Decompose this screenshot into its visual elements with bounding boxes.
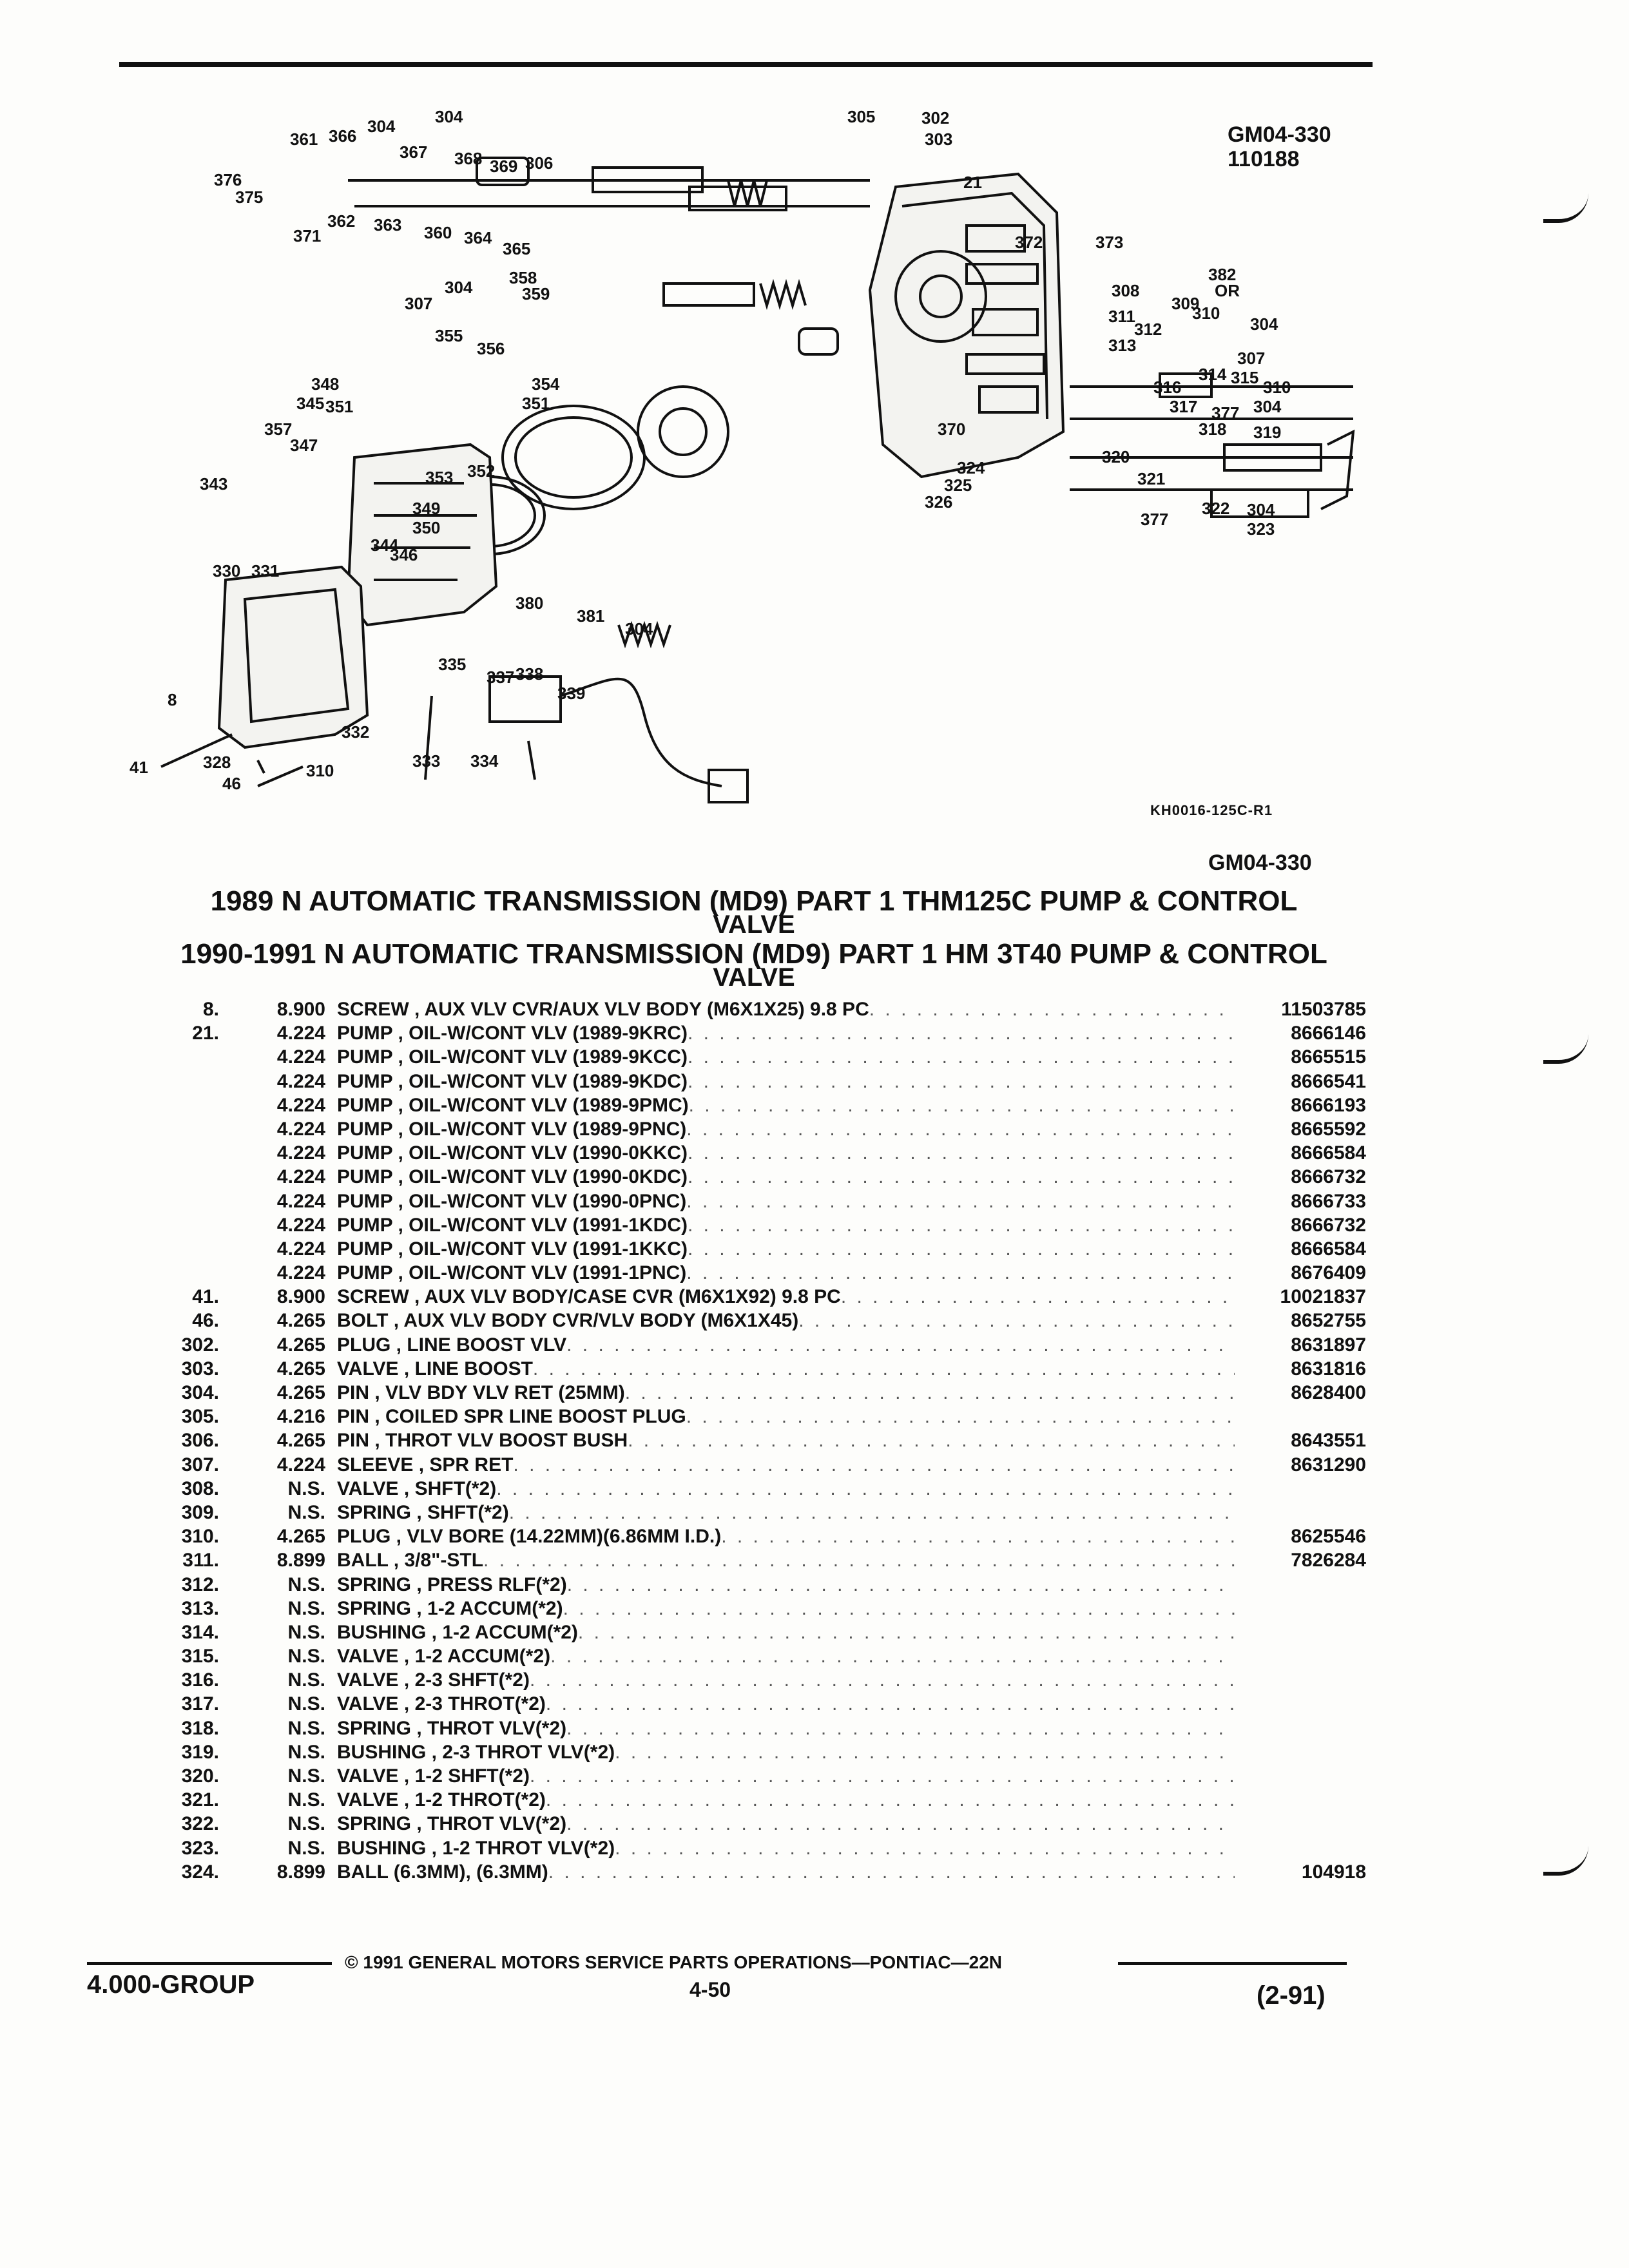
svg-text:330: 330 [213, 561, 241, 581]
svg-text:304: 304 [367, 117, 396, 136]
ref-number: 309. [181, 1501, 219, 1523]
ref-number: 303. [181, 1358, 219, 1379]
group-number: 4.224 [276, 1262, 325, 1284]
svg-text:303: 303 [925, 130, 953, 149]
part-number: 8665515 [1291, 1046, 1366, 1068]
ref-number: 315. [181, 1646, 219, 1667]
svg-text:371: 371 [293, 226, 322, 245]
parts-row [129, 1501, 1366, 1524]
title-1990-main: 1990-1991 N AUTOMATIC TRANSMISSION (MD9) PART 1 HM 3T40 PUMP & CONTROL [180, 938, 1327, 970]
parts-list [129, 997, 1366, 1884]
part-number [1244, 1477, 1366, 1501]
parts-row [129, 1381, 1366, 1405]
svg-text:364: 364 [464, 228, 492, 247]
part-description: PUMP , OIL-W/CONT VLV (1991-1KKC) . . . [337, 1237, 1244, 1261]
parts-row [129, 1070, 1366, 1093]
svg-text:344: 344 [371, 535, 399, 555]
part-number: 8666584 [1291, 1238, 1366, 1260]
part-description: PUMP , OIL-W/CONT VLV (1990-0PNC) . . . [337, 1189, 1244, 1213]
svg-text:347: 347 [290, 436, 318, 455]
part-description: SPRING , SHFT(*2) . . . [337, 1501, 1244, 1524]
part-description: VALVE , 2-3 THROT(*2) . . . [337, 1692, 1244, 1716]
svg-text:350: 350 [412, 518, 441, 537]
group-number: N.S. [287, 1741, 325, 1763]
group-number: 4.224 [276, 1046, 325, 1068]
part-number: 8643551 [1291, 1430, 1366, 1452]
group-number: 8.900 [276, 1286, 325, 1308]
ref-number: 41. [192, 1286, 219, 1308]
svg-text:376: 376 [214, 170, 242, 189]
ref-number: 8. [202, 999, 219, 1020]
svg-text:337: 337 [487, 668, 515, 687]
svg-text:320: 320 [1102, 447, 1130, 466]
ref-number: 322. [181, 1813, 219, 1835]
parts-row [129, 1189, 1366, 1213]
part-number [1244, 1692, 1366, 1716]
parts-row [129, 1548, 1366, 1572]
group-number: 4.224 [276, 1023, 325, 1044]
ref-number: 302. [181, 1334, 219, 1356]
parts-row [129, 1021, 1366, 1045]
part-description: SPRING , THROT VLV(*2) . . . [337, 1812, 1244, 1836]
parts-row [129, 1524, 1366, 1548]
page-code: GM04-330 [1208, 850, 1312, 875]
ref-number: 21. [192, 1023, 219, 1044]
svg-text:319: 319 [1253, 423, 1282, 442]
svg-text:345: 345 [296, 394, 325, 413]
group-number: N.S. [287, 1789, 325, 1811]
revision: (2-91) [1257, 1981, 1325, 2010]
group-number: N.S. [287, 1765, 325, 1787]
ref-number [129, 1165, 219, 1189]
group-number: N.S. [287, 1837, 325, 1859]
svg-text:313: 313 [1108, 336, 1137, 355]
group-number: 4.265 [276, 1526, 325, 1548]
svg-text:381: 381 [577, 606, 605, 626]
ref-number: 324. [181, 1861, 219, 1883]
svg-text:377: 377 [1141, 510, 1169, 529]
page-number: 4-50 [689, 1978, 731, 2001]
parts-row [129, 1836, 1366, 1860]
svg-text:338: 338 [516, 664, 544, 684]
part-description: BUSHING , 1-2 THROT VLV(*2) . . . [337, 1836, 1244, 1860]
svg-text:41: 41 [130, 758, 148, 777]
footer-rule-left [87, 1962, 332, 1965]
part-number [1244, 1716, 1366, 1740]
group-number: 8.899 [276, 1550, 325, 1571]
group-number: 4.224 [276, 1142, 325, 1164]
part-number: 104918 [1301, 1861, 1366, 1883]
svg-text:372: 372 [1015, 233, 1043, 252]
svg-text:365: 365 [503, 239, 531, 258]
svg-text:310: 310 [1263, 378, 1291, 397]
svg-text:46: 46 [222, 774, 241, 793]
group-number: 4.224 [276, 1166, 325, 1188]
parts-row [129, 1309, 1366, 1332]
part-description: PUMP , OIL-W/CONT VLV (1989-9KDC) . . . [337, 1070, 1244, 1093]
ref-number: 307. [181, 1454, 219, 1475]
part-description: BUSHING , 1-2 ACCUM(*2) . . . [337, 1620, 1244, 1644]
ref-number: 313. [181, 1597, 219, 1619]
parts-row [129, 1764, 1366, 1788]
part-description: SPRING , PRESS RLF(*2) . . . [337, 1573, 1244, 1597]
part-number: 8666733 [1291, 1190, 1366, 1212]
group-number: 4.216 [276, 1406, 325, 1428]
svg-text:370: 370 [938, 419, 966, 439]
group-number: 4.265 [276, 1334, 325, 1356]
part-number: 8666732 [1291, 1166, 1366, 1188]
svg-text:OR: OR [1215, 281, 1240, 300]
group-number: N.S. [287, 1573, 325, 1595]
svg-text:318: 318 [1199, 419, 1227, 439]
group-number: N.S. [287, 1477, 325, 1499]
group-number: 4.224 [276, 1214, 325, 1236]
svg-text:328: 328 [203, 753, 231, 772]
part-number: 8652755 [1291, 1310, 1366, 1332]
part-number: 8625546 [1291, 1526, 1366, 1548]
svg-text:355: 355 [435, 326, 463, 345]
parts-row [129, 1093, 1366, 1117]
part-description: PUMP , OIL-W/CONT VLV (1990-0KKC) . . . [337, 1141, 1244, 1165]
top-rule [119, 62, 1373, 67]
svg-text:316: 316 [1153, 378, 1182, 397]
parts-row [129, 1141, 1366, 1165]
parts-row [129, 1428, 1366, 1452]
group-number: N.S. [287, 1669, 325, 1691]
svg-text:310: 310 [1192, 303, 1220, 323]
part-description: PUMP , OIL-W/CONT VLV (1989-9PMC) . . . [337, 1093, 1244, 1117]
svg-text:361: 361 [290, 130, 318, 149]
part-description: SPRING , 1-2 ACCUM(*2) . . . [337, 1597, 1244, 1620]
ref-number [129, 1093, 219, 1117]
parts-row [129, 1573, 1366, 1597]
ref-number: 304. [181, 1382, 219, 1403]
svg-text:332: 332 [342, 722, 370, 742]
parts-row [129, 1812, 1366, 1836]
parts-row [129, 1045, 1366, 1069]
group-number: N.S. [287, 1621, 325, 1643]
svg-text:314: 314 [1199, 365, 1227, 384]
svg-text:304: 304 [1247, 500, 1275, 519]
group-number: 4.265 [276, 1358, 325, 1379]
svg-text:21: 21 [963, 173, 982, 192]
part-description: VALVE , 2-3 SHFT(*2) . . . [337, 1668, 1244, 1692]
title-1989-main: 1989 N AUTOMATIC TRANSMISSION (MD9) PART 1 THM125C PUMP & CONTROL [210, 885, 1298, 917]
ref-number: 320. [181, 1765, 219, 1787]
svg-text:353: 353 [425, 468, 454, 487]
svg-text:311: 311 [1108, 307, 1135, 326]
parts-row [129, 1285, 1366, 1309]
parts-row [129, 1716, 1366, 1740]
footer-rule-right [1118, 1962, 1347, 1965]
svg-text:323: 323 [1247, 519, 1275, 539]
part-number [1244, 1620, 1366, 1644]
svg-text:352: 352 [467, 461, 496, 481]
part-number: 8666541 [1291, 1070, 1366, 1092]
ref-number: 312. [181, 1573, 219, 1595]
part-number: 8676409 [1291, 1262, 1366, 1284]
group-number: 4.224 [276, 1454, 325, 1475]
svg-text:322: 322 [1202, 499, 1230, 518]
ref-number: 321. [181, 1789, 219, 1811]
ref-number: 310. [181, 1526, 219, 1548]
svg-text:357: 357 [264, 419, 293, 439]
part-number [1244, 1668, 1366, 1692]
svg-text:382: 382 [1208, 265, 1237, 284]
svg-text:360: 360 [424, 223, 452, 242]
svg-text:331: 331 [251, 561, 280, 581]
part-description: VALVE , LINE BOOST . . . [337, 1357, 1244, 1381]
group-number: N.S. [287, 1646, 325, 1667]
ref-number: 314. [181, 1621, 219, 1643]
part-number: 8631816 [1291, 1358, 1366, 1379]
title-1990-1991 [110, 938, 1398, 992]
svg-text:310: 310 [306, 761, 334, 780]
part-description: PUMP , OIL-W/CONT VLV (1991-1PNC) . . . [337, 1261, 1244, 1285]
parts-row [129, 1117, 1366, 1141]
svg-text:367: 367 [400, 142, 428, 162]
group-number: 4.224 [276, 1190, 325, 1212]
svg-text:348: 348 [311, 374, 340, 394]
parts-row [129, 1668, 1366, 1692]
svg-text:309: 309 [1171, 294, 1200, 313]
svg-text:351: 351 [325, 397, 354, 416]
svg-text:304: 304 [625, 619, 653, 639]
ref-number [129, 1141, 219, 1165]
part-description: PUMP , OIL-W/CONT VLV (1989-9PNC) . . . [337, 1117, 1244, 1141]
group-number: 8.900 [276, 999, 325, 1020]
part-description: VALVE , 1-2 THROT(*2) . . . [337, 1788, 1244, 1812]
ref-number [129, 1045, 219, 1069]
binding-mark [1543, 1034, 1588, 1064]
parts-row [129, 1405, 1366, 1428]
ref-number: 46. [192, 1310, 219, 1332]
svg-text:362: 362 [327, 211, 356, 231]
figure-code: KH0016-125C-R1 [1150, 802, 1273, 818]
svg-text:307: 307 [1237, 349, 1266, 368]
group-number: N.S. [287, 1501, 325, 1523]
ref-number: 319. [181, 1741, 219, 1763]
svg-text:335: 335 [438, 655, 467, 674]
part-number: 8628400 [1291, 1382, 1366, 1403]
part-description: PUMP , OIL-W/CONT VLV (1989-9KCC) . . . [337, 1045, 1244, 1069]
svg-text:317: 317 [1170, 397, 1198, 416]
ref-number: 306. [181, 1430, 219, 1452]
part-description: SLEEVE , SPR RET . . . [337, 1453, 1244, 1477]
group-number: 4.224 [276, 1118, 325, 1140]
part-number [1244, 1788, 1366, 1812]
part-number: 11503785 [1281, 999, 1366, 1020]
part-number: 8631290 [1291, 1454, 1366, 1475]
group-number: 4.224 [276, 1094, 325, 1116]
parts-row [129, 1788, 1366, 1812]
part-description: BALL (6.3MM), (6.3MM) . . . [337, 1860, 1244, 1884]
exploded-diagram [129, 97, 1379, 831]
svg-text:359: 359 [522, 284, 550, 303]
group-number: 4.224 [276, 1238, 325, 1260]
ref-number [129, 1070, 219, 1093]
svg-text:321: 321 [1137, 469, 1166, 488]
part-description: BALL , 3/8"-STL . . . [337, 1548, 1244, 1572]
title-1989-sub: VALVE [713, 910, 795, 939]
part-description: BUSHING , 2-3 THROT VLV(*2) . . . [337, 1740, 1244, 1764]
svg-text:351: 351 [522, 394, 550, 413]
group-number: 4.265 [276, 1382, 325, 1403]
svg-text:304: 304 [1253, 397, 1282, 416]
part-number: 8666732 [1291, 1214, 1366, 1236]
exploded-diagram-drawing [129, 97, 1379, 831]
ref-number [129, 1261, 219, 1285]
part-description: PIN , COILED SPR LINE BOOST PLUG . . . [337, 1405, 1244, 1428]
part-description: PIN , THROT VLV BOOST BUSH . . . [337, 1428, 1244, 1452]
ref-number [129, 1117, 219, 1141]
svg-text:305: 305 [847, 107, 876, 126]
ref-number: 316. [181, 1669, 219, 1691]
ref-number [129, 1189, 219, 1213]
group-number: 4.224 [276, 1070, 325, 1092]
part-number [1244, 1644, 1366, 1668]
part-description: BOLT , AUX VLV BODY CVR/VLV BODY (M6X1X45) . . . [337, 1309, 1244, 1332]
svg-text:306: 306 [525, 153, 554, 173]
ref-number: 308. [181, 1477, 219, 1499]
svg-text:343: 343 [200, 474, 228, 494]
svg-text:325: 325 [944, 476, 972, 495]
svg-text:346: 346 [390, 545, 418, 564]
parts-row [129, 1453, 1366, 1477]
group-label: 4.000-GROUP [87, 1970, 255, 1999]
part-description: SCREW , AUX VLV CVR/AUX VLV BODY (M6X1X25) 9.8 PC . . . [337, 997, 1244, 1021]
title-1989 [110, 885, 1398, 939]
svg-text:377: 377 [1211, 403, 1240, 423]
svg-text:368: 368 [454, 149, 483, 168]
svg-text:358: 358 [509, 268, 537, 287]
svg-text:380: 380 [516, 593, 544, 613]
svg-text:312: 312 [1134, 320, 1162, 339]
parts-row [129, 1261, 1366, 1285]
part-description: SCREW , AUX VLV BODY/CASE CVR (M6X1X92) 9.8 PC . . . [337, 1285, 1244, 1309]
svg-text:373: 373 [1095, 233, 1124, 252]
part-number [1244, 1740, 1366, 1764]
svg-text:324: 324 [957, 458, 985, 477]
part-description: PUMP , OIL-W/CONT VLV (1991-1KDC) . . . [337, 1213, 1244, 1237]
group-number: N.S. [287, 1693, 325, 1715]
ref-number: 318. [181, 1717, 219, 1739]
part-number [1244, 1764, 1366, 1788]
parts-row [129, 1597, 1366, 1620]
parts-row [129, 1860, 1366, 1884]
parts-row [129, 1237, 1366, 1261]
part-description: VALVE , 1-2 ACCUM(*2) . . . [337, 1644, 1244, 1668]
ref-number: 305. [181, 1406, 219, 1428]
part-number [1244, 1597, 1366, 1620]
svg-text:307: 307 [405, 294, 433, 313]
catalog-code: GM04-330 110188 [1228, 122, 1331, 171]
parts-row [129, 1213, 1366, 1237]
svg-text:356: 356 [477, 339, 505, 358]
svg-text:349: 349 [412, 499, 441, 518]
svg-text:354: 354 [532, 374, 560, 394]
ref-number [129, 1237, 219, 1261]
part-description: PUMP , OIL-W/CONT VLV (1989-9KRC) . . . [337, 1021, 1244, 1045]
svg-text:304: 304 [1250, 314, 1278, 334]
ref-number: 317. [181, 1693, 219, 1715]
part-number [1244, 1812, 1366, 1836]
part-description: PLUG , VLV BORE (14.22MM)(6.86MM I.D.) . . . [337, 1524, 1244, 1548]
svg-text:334: 334 [470, 751, 499, 771]
binding-mark [1543, 1846, 1588, 1876]
group-number: N.S. [287, 1717, 325, 1739]
part-description: VALVE , SHFT(*2) . . . [337, 1477, 1244, 1501]
parts-row [129, 1357, 1366, 1381]
part-number: 8666584 [1291, 1142, 1366, 1164]
ref-number: 323. [181, 1837, 219, 1859]
part-number [1244, 1836, 1366, 1860]
title-1990-sub: VALVE [713, 963, 795, 992]
parts-row [129, 1620, 1366, 1644]
part-description: PLUG , LINE BOOST VLV . . . [337, 1333, 1244, 1357]
parts-row [129, 1644, 1366, 1668]
svg-text:366: 366 [329, 126, 357, 146]
svg-text:326: 326 [925, 492, 953, 512]
svg-text:304: 304 [435, 107, 463, 126]
svg-text:363: 363 [374, 215, 402, 235]
parts-row [129, 1165, 1366, 1189]
parts-row [129, 997, 1366, 1021]
ref-number: 311. [182, 1550, 219, 1571]
binding-mark [1543, 193, 1588, 223]
svg-text:333: 333 [412, 751, 441, 771]
svg-text:375: 375 [235, 187, 264, 207]
part-number: 8631897 [1291, 1334, 1366, 1356]
svg-text:304: 304 [445, 278, 473, 297]
svg-text:339: 339 [557, 684, 586, 703]
copyright: © 1991 GENERAL MOTORS SERVICE PARTS OPERATIONS—PONTIAC—22N [345, 1952, 1003, 1972]
group-number: 8.899 [276, 1861, 325, 1883]
part-number: 8665592 [1291, 1118, 1366, 1140]
parts-row [129, 1740, 1366, 1764]
part-description: SPRING , THROT VLV(*2) . . . [337, 1716, 1244, 1740]
part-description: PIN , VLV BDY VLV RET (25MM) . . . [337, 1381, 1244, 1405]
part-number [1244, 1573, 1366, 1597]
part-number: 10021837 [1280, 1286, 1366, 1308]
svg-text:308: 308 [1112, 281, 1140, 300]
parts-row [129, 1477, 1366, 1501]
group-number: N.S. [287, 1597, 325, 1619]
part-number: 8666146 [1291, 1023, 1366, 1044]
part-number: 8666193 [1291, 1094, 1366, 1116]
svg-text:302: 302 [921, 108, 950, 128]
svg-text:315: 315 [1231, 368, 1259, 387]
part-number [1244, 1405, 1366, 1428]
parts-row [129, 1692, 1366, 1716]
svg-text:369: 369 [490, 157, 518, 176]
part-description: PUMP , OIL-W/CONT VLV (1990-0KDC) . . . [337, 1165, 1244, 1189]
group-number: 4.265 [276, 1310, 325, 1332]
part-number [1244, 1501, 1366, 1524]
ref-number [129, 1213, 219, 1237]
group-number: 4.265 [276, 1430, 325, 1452]
parts-row [129, 1333, 1366, 1357]
part-description: VALVE , 1-2 SHFT(*2) . . . [337, 1764, 1244, 1788]
svg-text:8: 8 [168, 690, 177, 709]
group-number: N.S. [287, 1813, 325, 1835]
part-number: 7826284 [1291, 1550, 1366, 1571]
